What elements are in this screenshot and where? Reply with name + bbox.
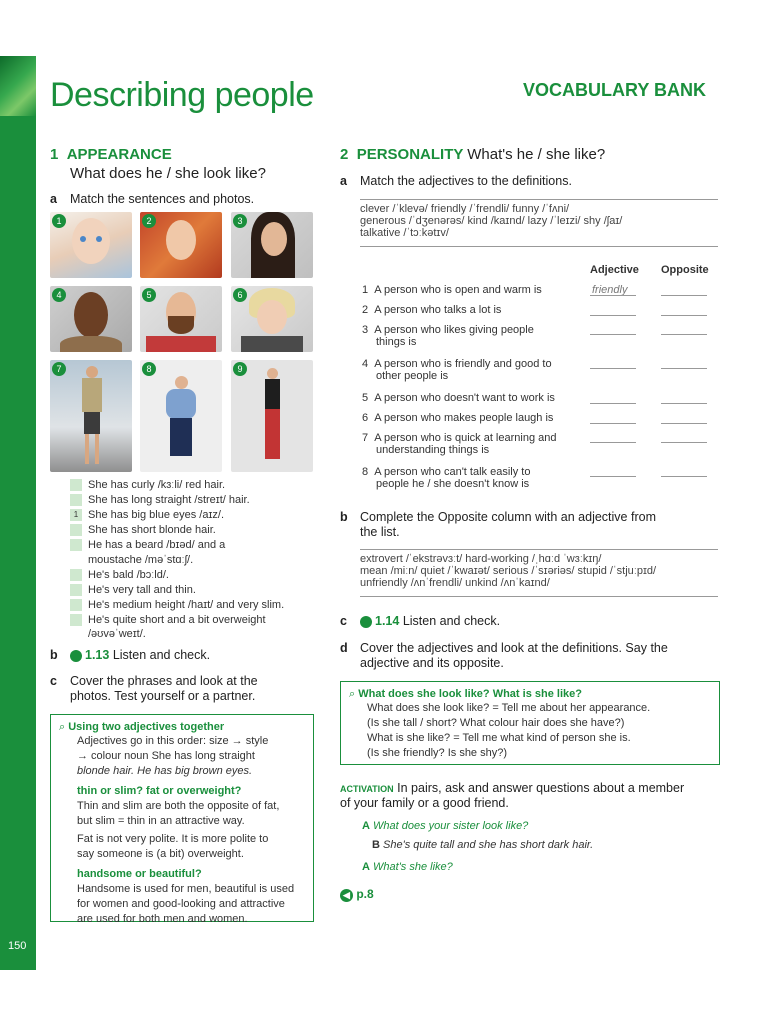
adjective-blank[interactable]: [590, 476, 636, 477]
page-number: 150: [8, 940, 27, 952]
photo-8-short-overweight-man: [140, 360, 222, 472]
exercise-1a: [50, 192, 254, 206]
arrow-left-icon: ◀: [340, 889, 353, 902]
definition-row: 1 A person who is open and warm is: [362, 284, 542, 296]
opposite-blank[interactable]: [661, 476, 707, 477]
photo-6-short-blonde-hair: [231, 286, 313, 352]
section-1-number: 1: [50, 146, 59, 163]
section-1-title: APPEARANCE: [66, 146, 172, 163]
page-side-strip: [0, 56, 36, 970]
opposite-blank[interactable]: [661, 423, 707, 424]
opposite-blank[interactable]: [661, 295, 707, 296]
photo-2-curly-red-hair: [140, 212, 222, 278]
opposite-blank[interactable]: [661, 368, 707, 369]
page-reference-link[interactable]: ◀ p.8: [340, 887, 374, 902]
exercise-letter: a: [50, 192, 57, 206]
sentence-continuation: moustache /məˈstɑːʃ/.: [88, 554, 194, 566]
photo-number: 4: [52, 288, 66, 302]
section-2-heading: 2 PERSONALITY What's he / she like?: [340, 146, 606, 163]
photo-9-medium-height-slim-man: [231, 360, 313, 472]
photo-7-tall-thin-man: [50, 360, 132, 472]
adjective-blank[interactable]: [590, 334, 636, 335]
answer-box[interactable]: [70, 524, 82, 536]
sentence-item: He has a beard /bɪəd/ and a: [70, 539, 225, 551]
definition-row: 5 A person who doesn't want to work is: [362, 392, 555, 404]
section-1-heading: [50, 146, 172, 163]
answer-box[interactable]: [70, 494, 82, 506]
exercise-1b: b 1.13 Listen and check.: [50, 648, 211, 662]
audio-track: 1.13: [85, 648, 110, 662]
vocab-list-1: clever /ˈklevə/ friendly /ˈfrendli/ funny /ˈfʌni/ generous /ˈdʒenərəs/ kind /kaɪnd/ lazy /ˈleɪzi/ shy /ʃaɪ/ talkative /ˈtɔːkətɪv/: [360, 199, 718, 247]
section-1-subtitle: What does he / she look like?: [70, 165, 266, 182]
opposite-blank[interactable]: [661, 315, 707, 316]
tip-heading: ⌕ Using two adjectives together: [59, 721, 225, 733]
sentence-item: He's very tall and thin.: [70, 584, 196, 596]
photo-number: 7: [52, 362, 66, 376]
photo-number: 9: [233, 362, 247, 376]
adjective-blank[interactable]: [590, 368, 636, 369]
search-icon: ⌕: [349, 688, 356, 700]
sentence-item: She has curly /kɜːli/ red hair.: [70, 479, 225, 491]
search-icon: ⌕: [59, 721, 66, 733]
exercise-2a: a Match the adjectives to the definitions.: [340, 174, 572, 188]
opposite-blank[interactable]: [661, 442, 707, 443]
dialogue-line: A What does your sister look like?: [362, 820, 529, 832]
answer-box[interactable]: [70, 614, 82, 626]
photo-number: 8: [142, 362, 156, 376]
photo-number: 6: [233, 288, 247, 302]
exercise-2b: b Complete the Opposite column with an adjective from: [340, 510, 656, 524]
definition-row: 4 A person who is friendly and good to other people is: [362, 358, 552, 382]
exercise-2d-line2: adjective and its opposite.: [360, 656, 504, 670]
tip-box-adjectives: ⌕ Using two adjectives together Adjectives go in this order: size → style → colour noun She has long straight blonde hair. He has big brown eyes. thin or slim? fat or overweight? Thin and slim are both the opposite of fat, but slim = thin in an attractive way. Fat is not very polite. It is more polite to say someone is (a bit) overweight. handsome or beautiful? Handsome is used for men, beautiful is used for women and good-looking and attractive are used for both men and women.: [50, 714, 314, 922]
exercise-1c: c Cover the phrases and look at the: [50, 674, 258, 688]
page-title: Describing people: [50, 76, 314, 114]
exercise-2d: d Cover the adjectives and look at the definitions. Say the: [340, 641, 668, 655]
adjective-blank[interactable]: [590, 295, 636, 296]
answer-box[interactable]: [70, 569, 82, 581]
opposite-blank[interactable]: [661, 334, 707, 335]
column-opposite: Opposite: [661, 264, 709, 276]
exercise-text: Match the sentences and photos.: [70, 192, 255, 206]
answer-box[interactable]: [70, 539, 82, 551]
adjective-blank[interactable]: [590, 423, 636, 424]
vocab-list-2: extrovert /ˈekstrəvɜːt/ hard-working /ˌhɑːd ˈwɜːkɪŋ/ mean /miːn/ quiet /ˈkwaɪət/ serious /ˈsɪəriəs/ stupid /ˈstjuːpɪd/ unfriendly /ʌnˈfrendli/ unkind /ʌnˈkaɪnd/: [360, 549, 718, 597]
sentence-item: She has short blonde hair.: [70, 524, 216, 536]
definition-row: 7 A person who is quick at learning and understanding things is: [362, 432, 557, 456]
exercise-2b-line2: the list.: [360, 525, 400, 539]
side-strip-leaf-graphic: [0, 56, 36, 116]
answer-example: friendly: [592, 284, 628, 296]
answer-box[interactable]: [70, 584, 82, 596]
definition-row: 6 A person who makes people laugh is: [362, 412, 554, 424]
photo-3-long-straight-hair: [231, 212, 313, 278]
tip-box-questions: ⌕ What does she look like? What is she like? What does she look like? = Tell me about her appearance. (Is she tall / short? What colour hair does she have?) What is she like? = Tell me what kind of person she is. (Is she friendly? Is she shy?): [340, 681, 720, 765]
section-label: VOCABULARY BANK: [523, 80, 707, 100]
sentence-item: He's quite short and a bit overweight: [70, 614, 266, 626]
opposite-blank[interactable]: [661, 403, 707, 404]
sentence-item: He's bald /bɔːld/.: [70, 569, 169, 581]
activation-line2: of your family or a good friend.: [340, 796, 509, 810]
adjective-blank[interactable]: [590, 403, 636, 404]
definition-row: 8 A person who can't talk easily to people he / she doesn't know is: [362, 466, 531, 490]
answer-box[interactable]: [70, 599, 82, 611]
sentence-item: She has long straight /streɪt/ hair.: [70, 494, 250, 506]
photo-1-baby: [50, 212, 132, 278]
audio-icon[interactable]: [360, 616, 372, 628]
photo-4-bald-man: [50, 286, 132, 352]
answer-box[interactable]: 1: [70, 509, 82, 521]
photo-number: 1: [52, 214, 66, 228]
definition-row: 2 A person who talks a lot is: [362, 304, 502, 316]
dialogue-line: A What's she like?: [362, 861, 453, 873]
photo-number: 5: [142, 288, 156, 302]
adjective-blank[interactable]: [590, 442, 636, 443]
column-adjective: Adjective: [590, 264, 639, 276]
photo-5-beard-moustache: [140, 286, 222, 352]
photo-number: 3: [233, 214, 247, 228]
sentence-item: 1 She has big blue eyes /aɪz/.: [70, 509, 224, 521]
activation-line1: ACTIVATION In pairs, ask and answer questions about a member: [340, 781, 685, 795]
photo-number: 2: [142, 214, 156, 228]
dialogue-line: B She's quite tall and she has short dark hair.: [372, 839, 594, 851]
audio-icon[interactable]: [70, 650, 82, 662]
sentence-continuation: /əʊvəˈweɪt/.: [88, 628, 146, 640]
adjective-blank[interactable]: [590, 315, 636, 316]
answer-box[interactable]: [70, 479, 82, 491]
exercise-1c-line2: photos. Test yourself or a partner.: [70, 689, 256, 703]
definition-row: 3 A person who likes giving people things is: [362, 324, 534, 348]
exercise-2c: c 1.14 Listen and check.: [340, 614, 501, 628]
sentence-item: He's medium height /haɪt/ and very slim.: [70, 599, 284, 611]
